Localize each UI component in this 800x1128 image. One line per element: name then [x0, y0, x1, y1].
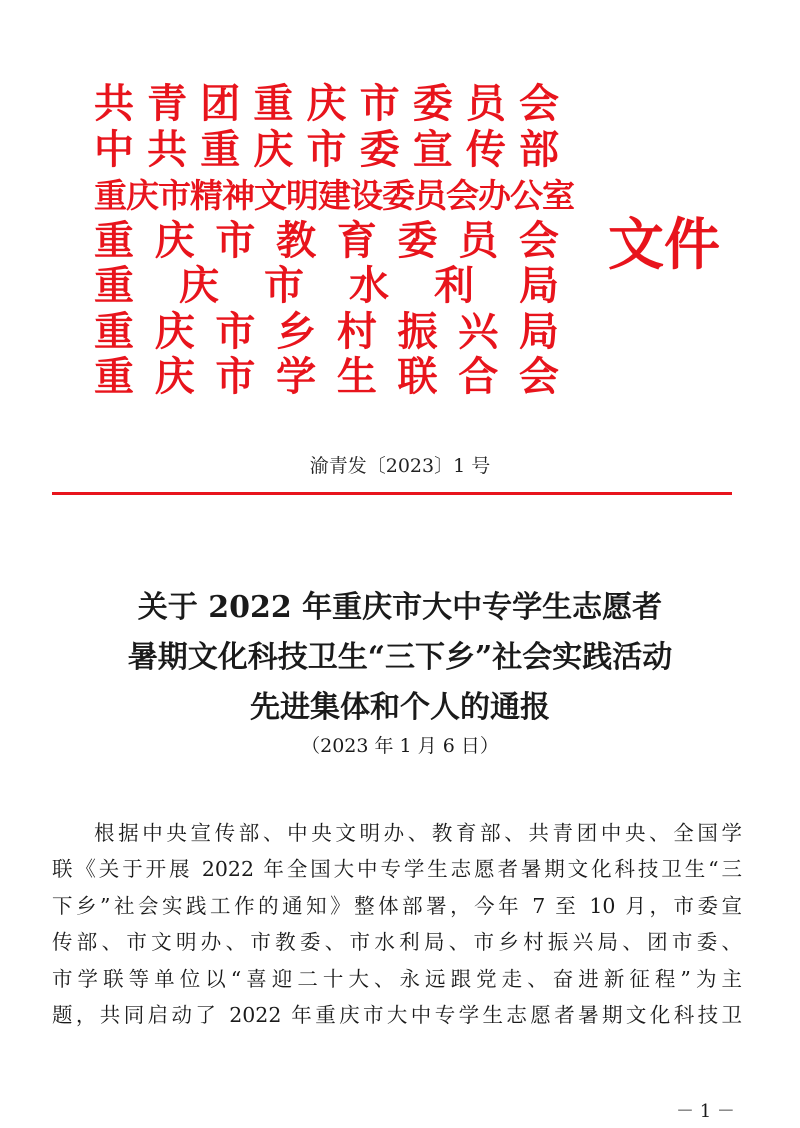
org-name-char: 青: [147, 81, 188, 127]
org-name-char: 委: [412, 81, 453, 127]
org-name-char: 部: [519, 126, 559, 173]
document-number: 渝青发〔2023〕1 号: [309, 455, 491, 477]
org-name-char: 重: [94, 217, 134, 264]
org-name-char: 员: [414, 176, 446, 215]
red-divider-line: [52, 492, 732, 495]
org-name-char: 市: [215, 217, 256, 264]
org-name-char: 会: [518, 217, 559, 264]
org-name-char: 庆: [306, 81, 347, 127]
org-name-char: 团: [200, 81, 241, 127]
notice-date: （2023 年 1 月 6 日）: [301, 735, 499, 757]
org-name-char: 乡: [276, 308, 317, 355]
org-name-char: 委: [397, 217, 438, 264]
org-name-char: 会: [446, 176, 478, 215]
org-name: [94, 219, 559, 265]
org-name-char: 市: [158, 176, 190, 215]
org-name-char: 文: [254, 176, 286, 215]
org-name-char: 合: [458, 354, 499, 400]
org-name-char: 村: [336, 308, 377, 355]
body-line: 根据中央宣传部、中央文明办、教育部、共青团中央、全国学: [94, 821, 742, 845]
org-name-char: 中: [94, 126, 134, 173]
body-text: [52, 815, 742, 1033]
body-line: 市学联等单位以“喜迎二十大、永远跟党走、奋进新征程”为主: [52, 966, 742, 991]
org-name-char: 会: [519, 81, 559, 127]
org-name-char: 重: [94, 176, 126, 215]
org-name: [94, 355, 559, 401]
body-line: 联《关于开展 2022 年全国大中专学生志愿者暑期文化科技卫生“三: [52, 857, 742, 882]
org-name-char: 教: [276, 217, 317, 264]
org-name-char: 重: [94, 308, 134, 355]
org-name-char: 室: [542, 176, 574, 215]
org-name-char: 庆: [154, 308, 195, 355]
org-name-char: 庆: [154, 354, 195, 400]
org-name-char: 市: [264, 263, 304, 309]
org-name-char: 振: [397, 308, 438, 355]
org-name-char: 设: [350, 176, 382, 215]
org-name-char: 委: [359, 126, 400, 173]
org-name-char: 市: [359, 81, 400, 127]
org-name: [94, 128, 559, 174]
org-name-char: 市: [215, 354, 256, 400]
org-name-char: 建: [318, 176, 350, 215]
org-name-char: 庆: [179, 263, 219, 309]
org-name-char: 利: [434, 263, 474, 309]
org-name-char: 共: [147, 126, 188, 173]
org-name: [94, 310, 559, 356]
org-name-char: 生: [336, 354, 377, 400]
org-name-char: 员: [465, 81, 506, 127]
org-name-char: 水: [349, 263, 389, 309]
org-name-char: 市: [306, 126, 347, 173]
org-name-char: 明: [286, 176, 318, 215]
org-name: [94, 82, 559, 128]
org-name-char: 学: [276, 354, 317, 400]
org-name-char: 宣: [412, 126, 453, 173]
notice-title: [0, 583, 800, 733]
org-name-char: 重: [253, 81, 294, 127]
org-name-char: 办: [478, 176, 510, 215]
org-name-char: 神: [222, 176, 254, 215]
org-name-char: 传: [465, 126, 506, 173]
body-line: 传部、市文明办、市教委、市水利局、市乡村振兴局、团市委、: [52, 930, 742, 955]
org-name-char: 市: [215, 308, 256, 355]
body-line: 题，共同启动了 2022 年重庆市大中专学生志愿者暑期文化科技卫: [52, 1002, 742, 1027]
page-number: － 1 －: [676, 1101, 735, 1122]
org-name-char: 兴: [458, 308, 499, 355]
org-name-char: 联: [397, 354, 438, 400]
body-line: 下乡”社会实践工作的通知》整体部署，今年 7 至 10 月，市委宣: [52, 893, 742, 918]
org-name: [94, 173, 574, 219]
org-name-char: 精: [190, 176, 222, 215]
org-name-char: 育: [336, 217, 377, 264]
org-name-char: 会: [518, 354, 559, 400]
issuing-organizations: [94, 81, 574, 401]
org-name-char: 重: [94, 263, 134, 309]
org-name-char: 庆: [126, 176, 158, 215]
org-name-char: 庆: [154, 217, 195, 264]
org-name-char: 局: [519, 263, 559, 309]
title-line: 关于 2022 年重庆市大中专学生志愿者: [137, 590, 663, 625]
org-name-char: 局: [518, 308, 559, 355]
org-name-char: 庆: [253, 126, 294, 173]
org-name-char: 共: [94, 81, 134, 127]
org-name-char: 员: [458, 217, 499, 264]
org-name-char: 委: [382, 176, 414, 215]
org-name: [94, 264, 559, 310]
org-name-char: 重: [94, 354, 134, 400]
title-line: 暑期文化科技卫生“三下乡”社会实践活动: [127, 640, 673, 675]
org-name-char: 公: [510, 176, 542, 215]
title-line: 先进集体和个人的通报: [250, 690, 550, 725]
document-type-label: 文件: [608, 213, 720, 278]
org-name-char: 重: [200, 126, 241, 173]
